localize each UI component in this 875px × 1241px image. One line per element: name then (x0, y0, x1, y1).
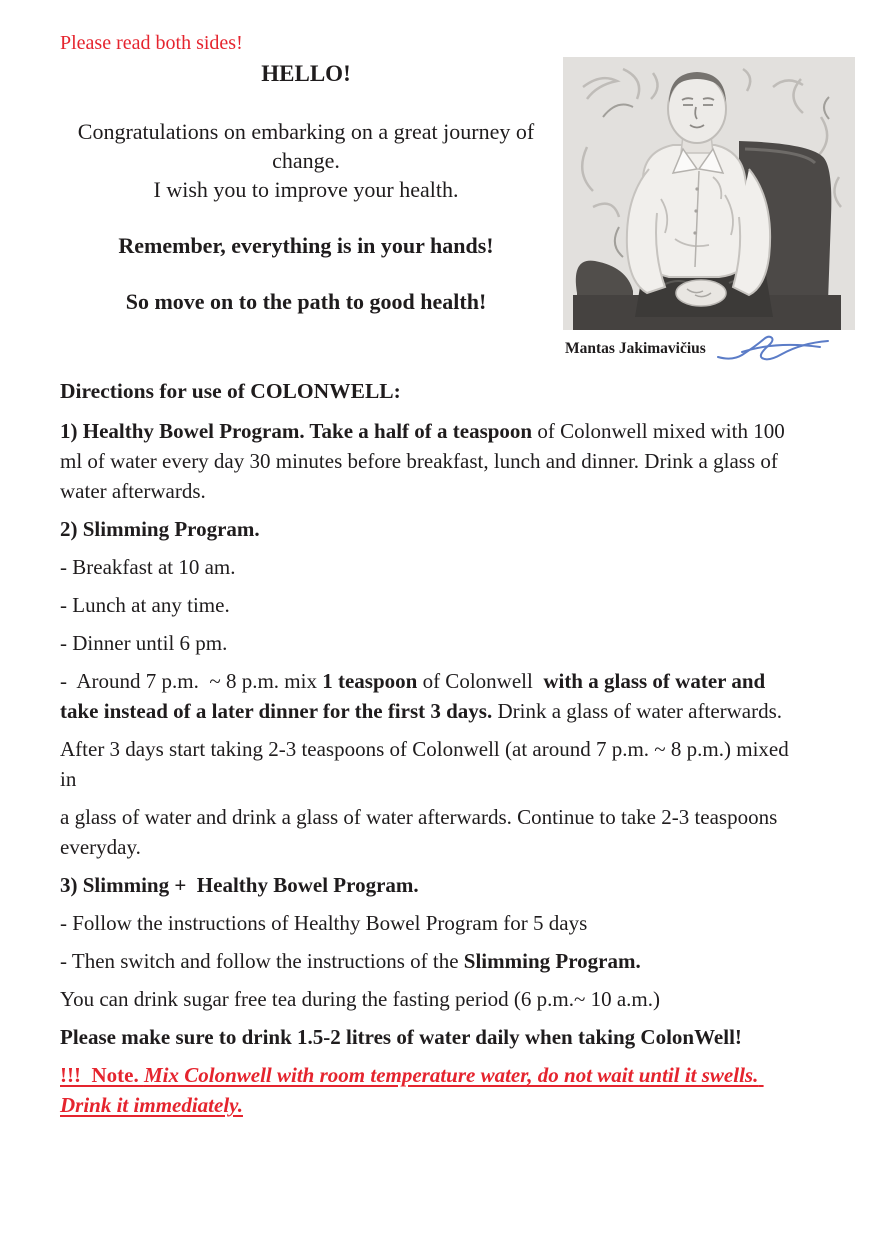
direction-paragraph (60, 552, 805, 582)
portrait-image (563, 57, 855, 330)
direction-text-segment: - Follow the instructions of Healthy Bowel Program for 5 days (60, 911, 588, 935)
direction-paragraph (60, 1060, 805, 1120)
direction-paragraph (60, 628, 805, 658)
direction-text-segment: a glass of water and drink a glass of water afterwards. Continue to take 2-3 teaspoons everyday. (60, 805, 783, 859)
direction-text-segment: - Breakfast at 10 am. (60, 555, 236, 579)
direction-text-segment: Slimming Program. (463, 949, 641, 973)
direction-text-segment: Mix Colonwell with room temperature water, do not wait until it swells. Drink it immediately. (60, 1063, 764, 1117)
direction-text-segment: with a glass of water and take instead of a later dinner for the first 3 days. (60, 669, 771, 723)
direction-paragraph (60, 984, 805, 1014)
directions-heading: Directions for use of COLONWELL: (60, 379, 401, 403)
intro-line: Congratulations on embarking on a great journey of change. (77, 119, 535, 173)
motto-hands: Remember, everything is in your hands! (118, 233, 494, 258)
intro-text (66, 117, 546, 204)
page-header (0, 0, 875, 376)
direction-paragraph (60, 946, 805, 976)
direction-paragraph (60, 908, 805, 938)
direction-paragraph (60, 514, 805, 544)
direction-paragraph (60, 802, 805, 862)
direction-paragraph (60, 734, 805, 794)
directions-body (60, 416, 805, 1120)
direction-text-segment: 1) Healthy Bowel Program. Take a half of a teaspoon (60, 419, 533, 443)
directions-section (0, 376, 875, 1120)
direction-text-segment: 3) Slimming + Healthy Bowel Program. (60, 873, 419, 897)
read-both-sides-note: Please read both sides! (60, 32, 243, 54)
direction-text-segment: You can drink sugar free tea during the fasting period (6 p.m.~ 10 a.m.) (60, 987, 660, 1011)
portrait-caption: Mantas Jakimavičius (565, 340, 706, 357)
motto-health: So move on to the path to good health! (125, 289, 487, 314)
direction-paragraph (60, 870, 805, 900)
direction-text-segment: 2) Slimming Program. (60, 517, 260, 541)
direction-text-segment: - Dinner until 6 pm. (60, 631, 228, 655)
direction-paragraph (60, 416, 805, 506)
direction-text-segment: - Lunch at any time. (60, 593, 230, 617)
direction-text-segment: 1 teaspoon (322, 669, 418, 693)
direction-paragraph (60, 666, 805, 726)
signature-icon (710, 333, 835, 363)
portrait-sketch-illustration (563, 57, 855, 330)
direction-paragraph (60, 590, 805, 620)
direction-text-segment: of Colonwell mixed with 100 ml of water every day 30 minutes before breakfast, lunch and dinner. Drink a glass of water afterwards. (60, 419, 790, 503)
direction-text-segment: - Then switch and follow the instructions of the (60, 949, 464, 973)
direction-text-segment: Drink a glass of water afterwards. (492, 699, 783, 723)
direction-paragraph (60, 1022, 805, 1052)
direction-text-segment: of Colonwell (417, 669, 544, 693)
direction-text-segment: - Around 7 p.m. ~ 8 p.m. mix (60, 669, 323, 693)
direction-text-segment: !!! Note. (60, 1063, 144, 1087)
greeting-column (66, 60, 546, 316)
intro-line: I wish you to improve your health. (153, 177, 459, 202)
direction-text-segment: Please make sure to drink 1.5-2 litres of water daily when taking ColonWell! (60, 1025, 742, 1049)
hello-title: HELLO! (261, 61, 351, 86)
portrait-caption-row (565, 333, 865, 361)
direction-text-segment: After 3 days start taking 2-3 teaspoons of Colonwell (at around 7 p.m. ~ 8 p.m.) mixed in (60, 737, 794, 791)
